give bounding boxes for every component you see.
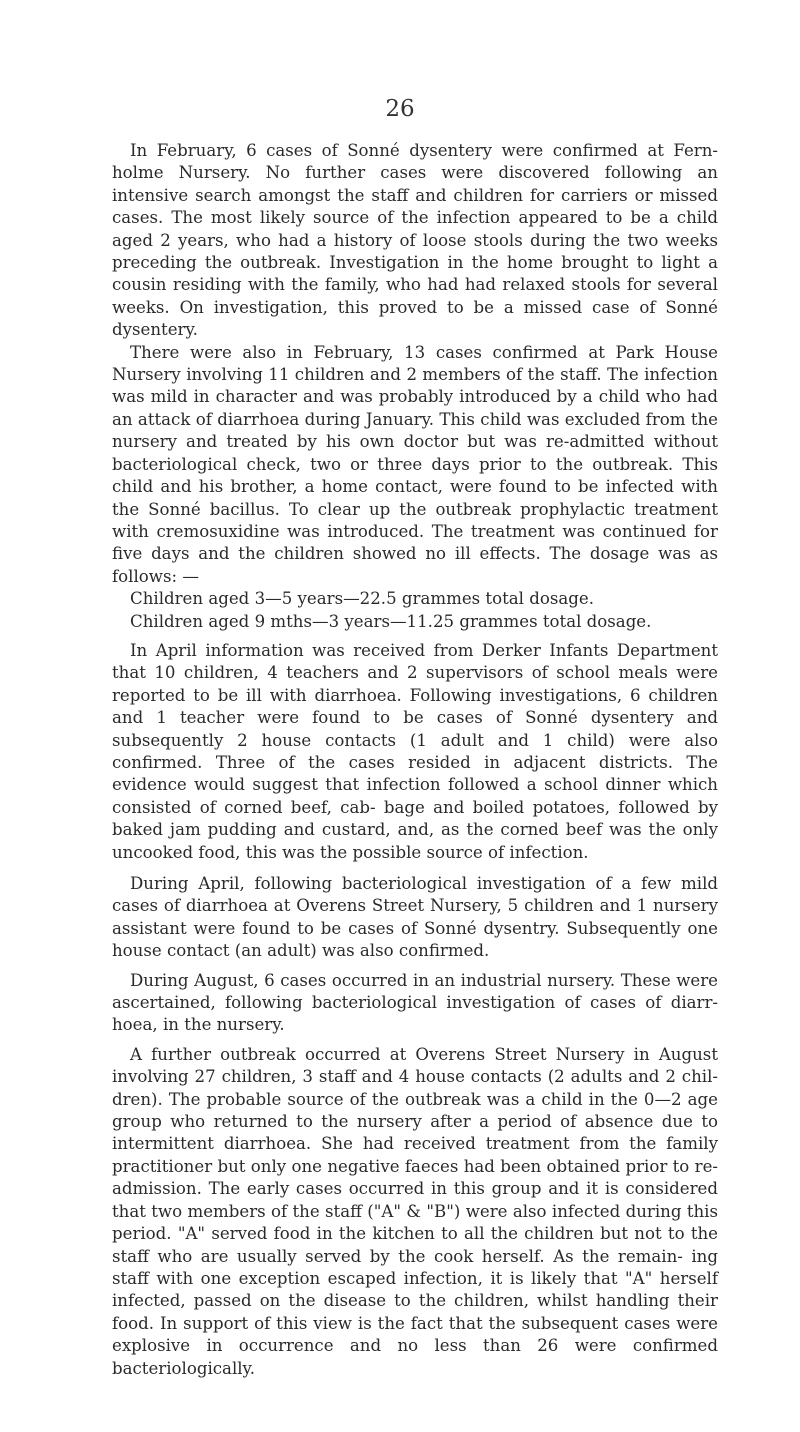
page-body — [112, 140, 718, 1380]
dosage-line-9mths-3-years: Children aged 9 mths—3 years—11.25 grammes total dosage. — [130, 611, 652, 631]
paragraph-fernholme: In February, 6 cases of Sonné dysentery were confirmed at Fern- holme Nursery. No further cases were discovered following an intensive search amongst the staff and children for carriers or missed cases. The most likely source of the infection appeared to be a child aged 2 years, who had a history of loose stools during the two weeks preceding the outbreak. Investigation in the home brought to light a cousin residing with the family, who had had relaxed stools for several weeks. On investigation, this proved to be a missed case of Sonné dysentery. — [112, 141, 718, 340]
paragraph-overens-august: A further outbreak occurred at Overens Street Nursery in August involving 27 children, 3 staff and 4 house contacts (2 adults and 2 chil- dren). The probable source of the outbreak was a child in the 0—2 age group who returned to the nursery after a period of absence due to intermittent diarrhoea. She had received treatment from the family practitioner but only one negative faeces had been obtained prior to re-admission. The early cases occurred in this group and it is considered that two members of the staff ("A" & "B") were also infected during this period. "A" served food in the kitchen to all the children but not to the staff who are usually served by the cook herself. As the remain- ing staff with one exception escaped infection, it is likely that "A" herself infected, passed on the disease to the children, whilst handling their food. In support of this view is the fact that the subsequent cases were explosive in occurrence and no less than 26 were confirmed bacteriologically. — [112, 1044, 718, 1378]
page-number: 26 — [385, 96, 415, 122]
dosage-list — [112, 588, 718, 633]
paragraph-park-house: There were also in February, 13 cases confirmed at Park House Nursery involving 11 children and 2 members of the staff. The infection was mild in character and was probably introduced by a child who had an attack of diarrhoea during January. This child was excluded from the nursery and treated by his own doctor but was re-admitted without bacteriological check, two or three days prior to the outbreak. This child and his brother, a home contact, were found to be infected with the Sonné bacillus. To clear up the outbreak prophylactic treatment with cremosuxidine was introduced. The treatment was continued for five days and the children showed no ill effects. The dosage was as follows: — — [112, 342, 718, 586]
paragraph-derker: In April information was received from Derker Infants Department that 10 children, 4 teachers and 2 supervisors of school meals were reported to be ill with diarrhoea. Following investigations, 6 children and 1 teacher were found to be cases of Sonné dysentery and subsequently 2 house contacts (1 adult and 1 child) were also confirmed. Three of the cases resided in adjacent districts. The evidence would suggest that infection followed a school dinner which consisted of corned beef, cab- bage and boiled potatoes, followed by baked jam pudding and custard, and, as the corned beef was the only uncooked food, this was the possible source of infection. — [112, 640, 718, 862]
paragraph-industrial-nursery: During August, 6 cases occurred in an industrial nursery. These were ascertained, following bacteriological investigation of cases of diarr- hoea, in the nursery. — [112, 970, 718, 1035]
dosage-line-3-5-years: Children aged 3—5 years—22.5 grammes total dosage. — [130, 589, 594, 609]
paragraph-overens-april: During April, following bacteriological investigation of a few mild cases of diarrhoea at Overens Street Nursery, 5 children and 1 nursery assistant were found to be cases of Sonné dysentry. Subsequently one house contact (an adult) was also confirmed. — [112, 874, 718, 961]
